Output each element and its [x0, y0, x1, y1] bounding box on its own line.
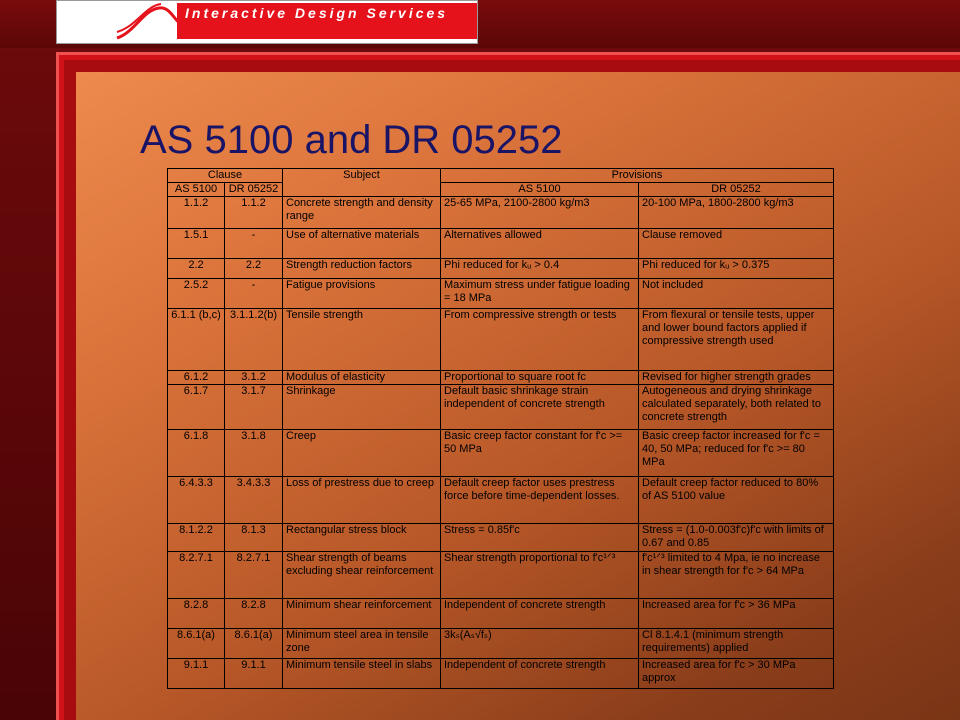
cell-dr05252: 3.4.3.3	[225, 477, 283, 524]
table-row	[168, 552, 834, 599]
table-row	[168, 477, 834, 524]
cell-prov-as5100: 3kₛ(Aₛ√fₛ)	[441, 629, 639, 659]
cell-prov-dr05252: Clause removed	[639, 229, 834, 259]
cell-as5100: 6.1.7	[168, 385, 225, 430]
cell-dr05252: 8.6.1(a)	[225, 629, 283, 659]
cell-prov-dr05252: Increased area for f'c > 36 MPa	[639, 599, 834, 629]
cell-subject: Use of alternative materials	[283, 229, 441, 259]
cell-subject: Modulus of elasticity	[283, 371, 441, 385]
table-row	[168, 599, 834, 629]
company-logo	[56, 0, 478, 44]
table-row	[168, 197, 834, 229]
cell-prov-dr05252: f'c¹ᐟ³ limited to 4 Mpa, ie no increase in shear strength for f'c > 64 MPa	[639, 552, 834, 599]
cell-subject: Rectangular stress block	[283, 524, 441, 552]
cell-subject: Tensile strength	[283, 309, 441, 371]
header-clause: Clause	[168, 169, 283, 183]
cell-subject: Fatigue provisions	[283, 279, 441, 309]
cell-subject: Strength reduction factors	[283, 259, 441, 279]
cell-dr05252: 3.1.1.2(b)	[225, 309, 283, 371]
cell-as5100: 8.1.2.2	[168, 524, 225, 552]
cell-prov-as5100: Default creep factor uses prestress force before time-dependent losses.	[441, 477, 639, 524]
cell-prov-dr05252: Stress = (1.0-0.003f'c)f'c with limits of 0.67 and 0.85	[639, 524, 834, 552]
cell-as5100: 6.1.2	[168, 371, 225, 385]
header-dr05252: DR 05252	[225, 183, 283, 197]
cell-subject: Loss of prestress due to creep	[283, 477, 441, 524]
table-subheader-row	[168, 183, 834, 197]
cell-dr05252: 3.1.8	[225, 430, 283, 477]
slide-title: AS 5100 and DR 05252	[140, 118, 563, 162]
table-row	[168, 259, 834, 279]
cell-as5100: 6.4.3.3	[168, 477, 225, 524]
cell-subject: Minimum tensile steel in slabs	[283, 659, 441, 689]
cell-subject: Minimum shear reinforcement	[283, 599, 441, 629]
cell-dr05252: -	[225, 229, 283, 259]
cell-prov-dr05252: Not included	[639, 279, 834, 309]
cell-prov-dr05252: Revised for higher strength grades	[639, 371, 834, 385]
table-row	[168, 430, 834, 477]
table-header-row	[168, 169, 834, 183]
cell-as5100: 8.2.7.1	[168, 552, 225, 599]
cell-prov-dr05252: From flexural or tensile tests, upper and lower bound factors applied if compressive strength used	[639, 309, 834, 371]
logo-text: Interactive Design Services	[185, 5, 449, 21]
cell-prov-as5100: Proportional to square root fc	[441, 371, 639, 385]
cell-dr05252: 1.1.2	[225, 197, 283, 229]
cell-as5100: 2.5.2	[168, 279, 225, 309]
table-row	[168, 371, 834, 385]
cell-subject: Shrinkage	[283, 385, 441, 430]
cell-prov-dr05252: Basic creep factor increased for f'c = 40, 50 MPa; reduced for f'c >= 80 MPa	[639, 430, 834, 477]
header-prov-dr05252: DR 05252	[639, 183, 834, 197]
cell-dr05252: 8.1.3	[225, 524, 283, 552]
cell-as5100: 8.2.8	[168, 599, 225, 629]
cell-as5100: 1.5.1	[168, 229, 225, 259]
cell-prov-dr05252: Increased area for f'c > 30 MPa approx	[639, 659, 834, 689]
cell-dr05252: -	[225, 279, 283, 309]
cell-prov-dr05252: Default creep factor reduced to 80% of AS 5100 value	[639, 477, 834, 524]
cell-prov-dr05252: Cl 8.1.4.1 (minimum strength requirements) applied	[639, 629, 834, 659]
cell-subject: Shear strength of beams excluding shear reinforcement	[283, 552, 441, 599]
cell-subject: Minimum steel area in tensile zone	[283, 629, 441, 659]
cell-prov-as5100: Alternatives allowed	[441, 229, 639, 259]
cell-prov-as5100: Independent of concrete strength	[441, 599, 639, 629]
cell-prov-as5100: Default basic shrinkage strain independent of concrete strength	[441, 385, 639, 430]
cell-prov-as5100: Phi reduced for kᵤ > 0.4	[441, 259, 639, 279]
cell-as5100: 6.1.1 (b,c)	[168, 309, 225, 371]
cell-subject: Creep	[283, 430, 441, 477]
cell-prov-as5100: From compressive strength or tests	[441, 309, 639, 371]
cell-prov-dr05252: 20-100 MPa, 1800-2800 kg/m3	[639, 197, 834, 229]
cell-prov-as5100: Independent of concrete strength	[441, 659, 639, 689]
header-subject: Subject	[283, 169, 441, 197]
cell-prov-as5100: Stress = 0.85f'c	[441, 524, 639, 552]
table-row	[168, 524, 834, 552]
cell-as5100: 8.6.1(a)	[168, 629, 225, 659]
cell-subject: Concrete strength and density range	[283, 197, 441, 229]
cell-as5100: 2.2	[168, 259, 225, 279]
cell-dr05252: 8.2.7.1	[225, 552, 283, 599]
cell-prov-as5100: 25-65 MPa, 2100-2800 kg/m3	[441, 197, 639, 229]
cell-dr05252: 9.1.1	[225, 659, 283, 689]
cell-as5100: 6.1.8	[168, 430, 225, 477]
cell-prov-as5100: Shear strength proportional to f'c¹ᐟ³	[441, 552, 639, 599]
table-row	[168, 659, 834, 689]
cell-dr05252: 3.1.2	[225, 371, 283, 385]
table-row	[168, 309, 834, 371]
header-as5100: AS 5100	[168, 183, 225, 197]
table-row	[168, 385, 834, 430]
provisions-table	[167, 168, 834, 689]
cell-dr05252: 2.2	[225, 259, 283, 279]
cell-prov-as5100: Maximum stress under fatigue loading = 18 MPa	[441, 279, 639, 309]
cell-dr05252: 8.2.8	[225, 599, 283, 629]
cell-prov-dr05252: Phi reduced for kᵤ > 0.375	[639, 259, 834, 279]
cell-as5100: 9.1.1	[168, 659, 225, 689]
header-provisions: Provisions	[441, 169, 834, 183]
header-prov-as5100: AS 5100	[441, 183, 639, 197]
cell-prov-dr05252: Autogeneous and drying shrinkage calculated separately, both related to concrete strength	[639, 385, 834, 430]
cell-dr05252: 3.1.7	[225, 385, 283, 430]
table-row	[168, 279, 834, 309]
table-row	[168, 629, 834, 659]
table-row	[168, 229, 834, 259]
cell-as5100: 1.1.2	[168, 197, 225, 229]
cell-prov-as5100: Basic creep factor constant for f'c >= 50 MPa	[441, 430, 639, 477]
